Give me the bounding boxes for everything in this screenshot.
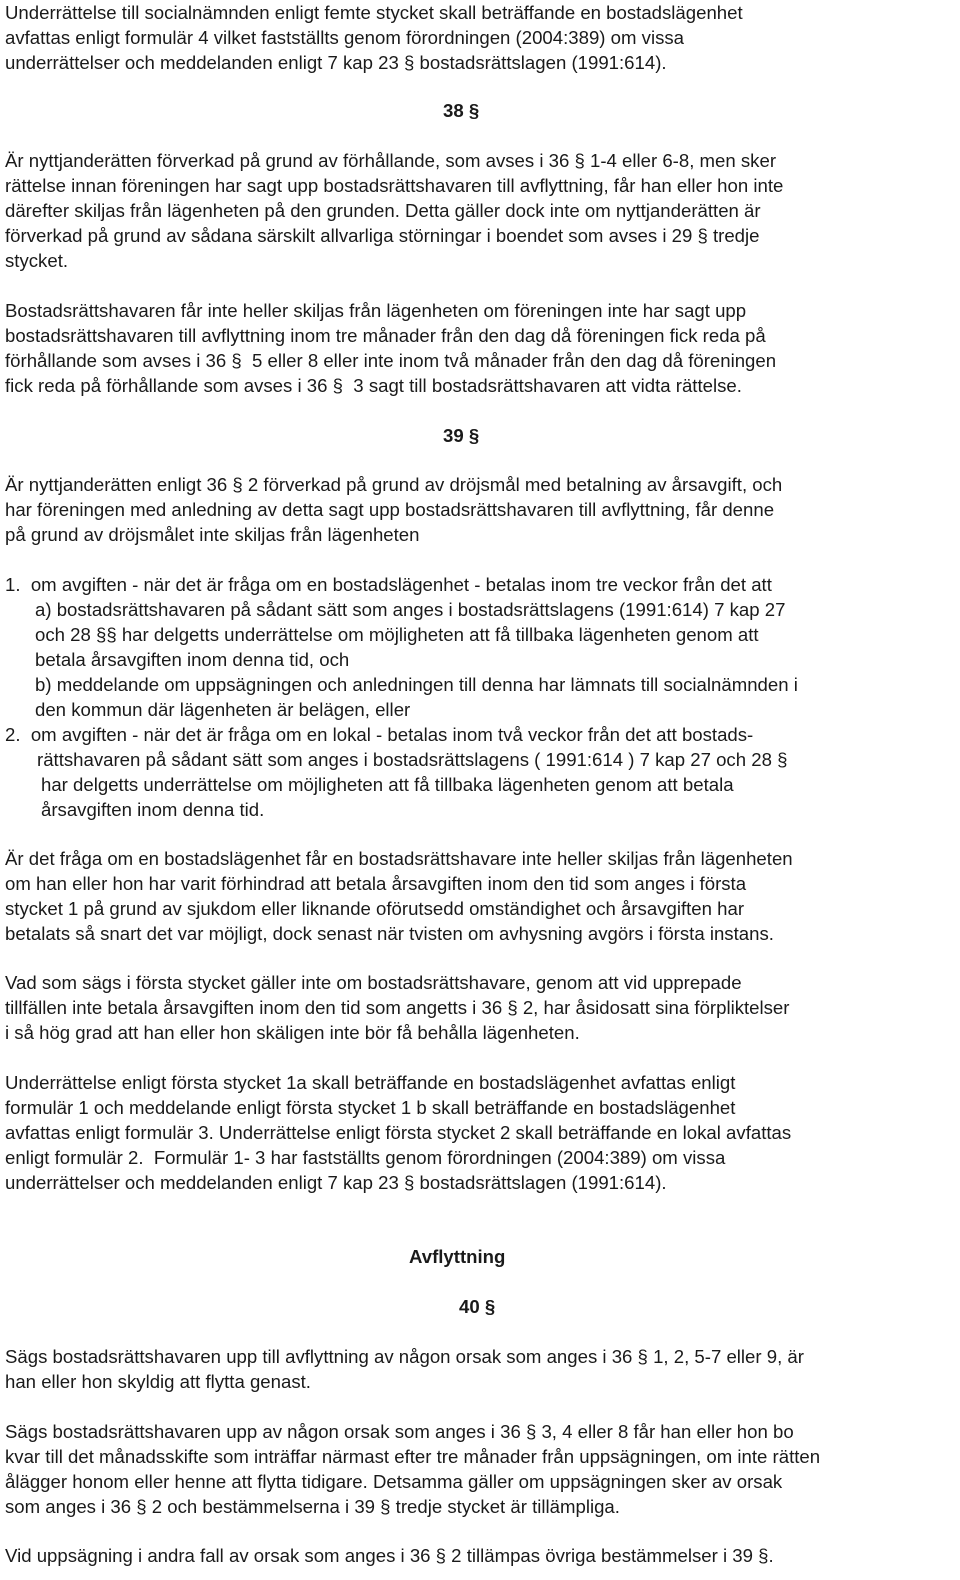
list-item: 1. om avgiften - när det är fråga om en bostadslägenhet - betalas inom tre veckor från det att (5, 574, 772, 595)
intro-line: Underrättelse till socialnämnden enligt femte stycket skall beträffande en bostadslägenhet (5, 2, 743, 23)
paragraph-line: stycket. (5, 250, 69, 271)
paragraph-line: som anges i 36 § 2 och bestämmelserna i 39 § tredje stycket är tillämpliga. (5, 1496, 620, 1517)
list-item: 2. om avgiften - när det är fråga om en lokal - betalas inom två veckor från det att bostads- (5, 724, 754, 745)
intro-line: avfattas enligt formulär 4 vilket fastställts genom förordningen (2004:389) om vissa (5, 27, 685, 48)
paragraph-line: om han eller hon har varit förhindrad att betala årsavgiften inom den tid som anges i första (5, 873, 747, 894)
section-heading-39: 39 § (443, 425, 480, 446)
paragraph-line: betalats så snart det var möjligt, dock senast när tvisten om avhysning avgörs i första instans. (5, 923, 774, 944)
list-item: har delgetts underrättelse om möjligheten att få tillbaka lägenheten genom att betala (41, 774, 734, 795)
list-item: a) bostadsrättshavaren på sådant sätt som anges i bostadsrättslagens (1991:614) 7 kap 27 (35, 599, 786, 620)
paragraph-line: Sägs bostadsrättshavaren upp av någon orsak som anges i 36 § 3, 4 eller 8 får han eller hon bo (5, 1421, 794, 1442)
list-item: den kommun där lägenheten är belägen, eller (35, 699, 411, 720)
list-item: betala årsavgiften inom denna tid, och (35, 649, 350, 670)
paragraph-line: han eller hon skyldig att flytta genast. (5, 1371, 311, 1392)
paragraph-line: Bostadsrättshavaren får inte heller skiljas från lägenheten om föreningen inte har sagt upp (5, 300, 747, 321)
paragraph-line: därefter skiljas från lägenheten på den grunden. Detta gäller dock inte om nyttjanderätten är (5, 200, 761, 221)
list-item: och 28 §§ har delgetts underrättelse om möjligheten att få tillbaka lägenheten genom att (35, 624, 759, 645)
paragraph-line: förverkad på grund av sådana särskilt allvarliga störningar i boendet som avses i 29 § tredje (5, 225, 760, 246)
paragraph-line: Vid uppsägning i andra fall av orsak som anges i 36 § 2 tillämpas övriga bestämmelser i 39 §. (5, 1545, 774, 1566)
paragraph-line: kvar till det månadsskifte som inträffar närmast efter tre månader från uppsägningen, om inte rätten (5, 1446, 821, 1467)
paragraph-line: Vad som sägs i första stycket gäller inte om bostadsrättshavare, genom att vid upprepade (5, 972, 742, 993)
paragraph-line: formulär 1 och meddelande enligt första stycket 1 b skall beträffande en bostadslägenhet (5, 1097, 736, 1118)
section-heading-38: 38 § (443, 100, 480, 121)
section-heading-40: 40 § (459, 1296, 496, 1317)
paragraph-line: Är nyttjanderätten enligt 36 § 2 förverkad på grund av dröjsmål med betalning av årsavgift, och (5, 474, 783, 495)
paragraph-line: Är det fråga om en bostadslägenhet får en bostadsrättshavare inte heller skiljas från lägenheten (5, 848, 793, 869)
paragraph-line: Är nyttjanderätten förverkad på grund av förhållande, som avses i 36 § 1-4 eller 6-8, men sker (5, 150, 777, 171)
paragraph-line: tillfällen inte betala årsavgiften inom den tid som angetts i 36 § 2, har åsidosatt sina förpliktelser (5, 997, 790, 1018)
intro-line: underrättelser och meddelanden enligt 7 kap 23 § bostadsrättslagen (1991:614). (5, 52, 667, 73)
paragraph-line: ålägger honom eller henne att flytta tidigare. Detsamma gäller om uppsägningen sker av orsak (5, 1471, 783, 1492)
paragraph-line: avfattas enligt formulär 3. Underrättelse enligt första stycket 2 skall beträffande en lokal avfattas (5, 1122, 792, 1143)
paragraph-line: har föreningen med anledning av detta sagt upp bostadsrättshavaren till avflyttning, får denne (5, 499, 775, 520)
paragraph-line: på grund av dröjsmålet inte skiljas från lägenheten (5, 524, 420, 545)
paragraph-line: Underrättelse enligt första stycket 1a skall beträffande en bostadslägenhet avfattas enligt (5, 1072, 736, 1093)
paragraph-line: rättelse innan föreningen har sagt upp bostadsrättshavaren till avflyttning, får han eller hon inte (5, 175, 784, 196)
paragraph-line: förhållande som avses i 36 § 5 eller 8 eller inte inom två månader från den dag då föreningen (5, 350, 777, 371)
list-item: årsavgiften inom denna tid. (41, 799, 265, 820)
paragraph-line: underrättelser och meddelanden enligt 7 kap 23 § bostadsrättslagen (1991:614). (5, 1172, 667, 1193)
list-item: b) meddelande om uppsägningen och anledningen till denna har lämnats till socialnämnden i (35, 674, 798, 695)
paragraph-line: enligt formulär 2. Formulär 1- 3 har fastställts genom förordningen (2004:389) om vissa (5, 1147, 726, 1168)
paragraph-line: stycket 1 på grund av sjukdom eller liknande oförutsedd omständighet och årsavgiften har (5, 898, 745, 919)
paragraph-line: bostadsrättshavaren till avflyttning inom tre månader från den dag då föreningen fick reda på (5, 325, 766, 346)
paragraph-line: fick reda på förhållande som avses i 36 § 3 sagt till bostadsrättshavaren att vidta rättelse. (5, 375, 742, 396)
paragraph-line: Sägs bostadsrättshavaren upp till avflyttning av någon orsak som anges i 36 § 1, 2, 5-7 eller 9, är (5, 1346, 804, 1367)
list-item: rättshavaren på sådant sätt som anges i bostadsrättslagens ( 1991:614 ) 7 kap 27 och 28 § (37, 749, 788, 770)
paragraph-line: i så hög grad att han eller hon skäligen inte bör få behålla lägenheten. (5, 1022, 580, 1043)
section-title: Avflyttning (409, 1246, 506, 1267)
